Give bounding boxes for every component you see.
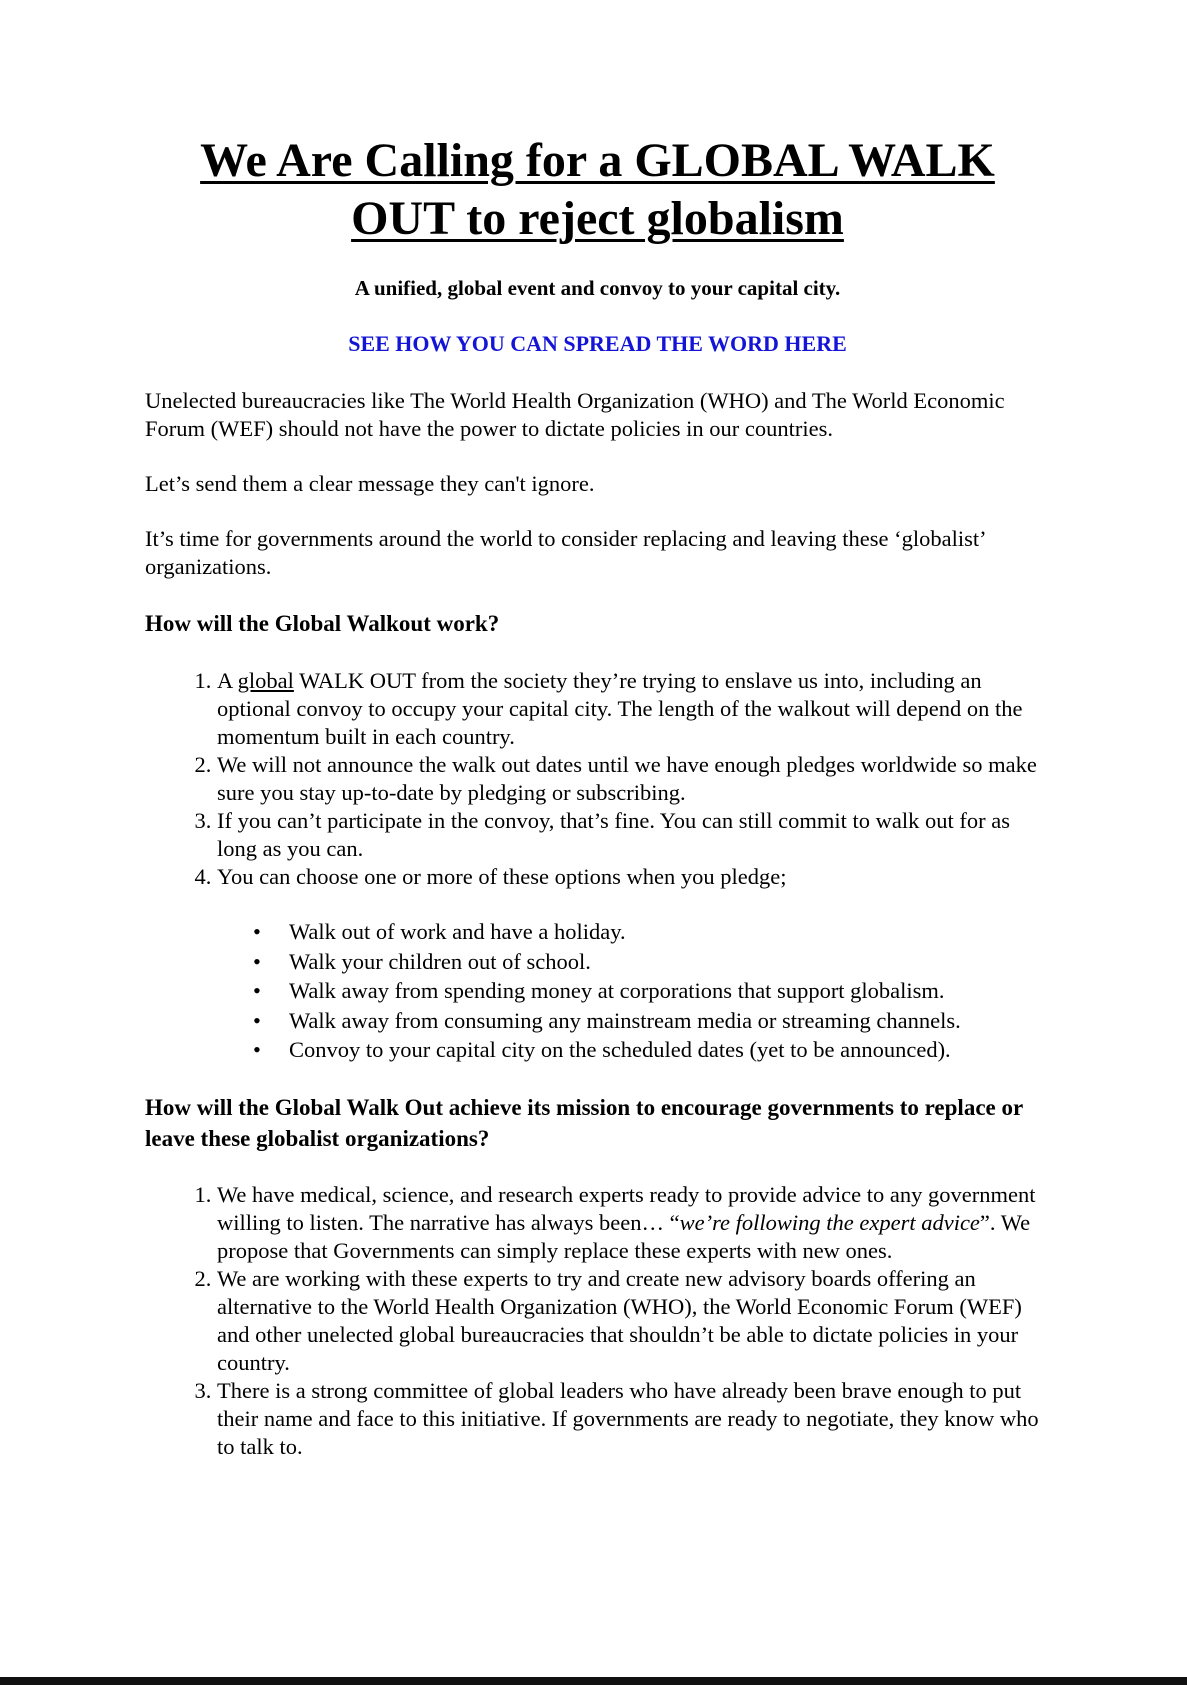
list-item: • Convoy to your capital city on the scheduled dates (yet to be announced). xyxy=(289,1035,1050,1065)
list-item: 2. We are working with these experts to try and create new advisory boards offering an alternative to the World Health Organization (WHO), the World Economic Forum (WEF) and other unelected global bureaucracies that shouldn’t be able to dictate policies in your country. xyxy=(217,1265,1050,1377)
list-item: 1. A global WALK OUT from the society they’re trying to enslave us into, including an optional convoy to occupy your capital city. The length of the walkout will depend on the momentum built in each country. xyxy=(217,667,1050,751)
list-item: 1. We have medical, science, and research experts ready to provide advice to any government willing to listen. The narrative has always been… “we’re following the expert advice”. We propose that Governments can simply replace these experts with new ones. xyxy=(217,1181,1050,1265)
list-item: • Walk out of work and have a holiday. xyxy=(289,917,1050,947)
title-line-1: We Are Calling for a GLOBAL WALK xyxy=(200,134,995,187)
page-bottom-border xyxy=(0,1677,1187,1685)
global-underlined-word: global xyxy=(237,668,294,693)
intro-paragraph-3: It’s time for governments around the world to consider replacing and leaving these ‘globalist’ organizations. xyxy=(145,526,985,579)
list-item: 3. If you can’t participate in the convoy, that’s fine. You can still commit to walk out for as long as you can. xyxy=(217,807,1050,863)
intro-paragraph-1: Unelected bureaucracies like The World Health Organization (WHO) and The World Economic Forum (WEF) should not have the power to dictate policies in our countries. xyxy=(145,388,1005,441)
list-item: 4. You can choose one or more of these options when you pledge; xyxy=(217,863,1050,891)
page-title xyxy=(145,132,1050,248)
pledge-options-list xyxy=(145,917,1050,1065)
expert-advice-quote: we’re following the expert advice xyxy=(679,1210,980,1235)
list-item: • Walk away from spending money at corporations that support globalism. xyxy=(289,976,1050,1006)
subtitle: A unified, global event and convoy to your capital city. xyxy=(354,276,841,300)
list-item: • Walk your children out of school. xyxy=(289,947,1050,977)
spread-the-word-link[interactable]: SEE HOW YOU CAN SPREAD THE WORD HERE xyxy=(348,331,847,356)
list-item: • Walk away from consuming any mainstream media or streaming channels. xyxy=(289,1006,1050,1036)
walkout-steps-list xyxy=(145,667,1050,891)
mission-steps-list xyxy=(145,1181,1050,1461)
title-line-2: OUT to reject globalism xyxy=(351,192,844,245)
section-heading-mission: How will the Global Walk Out achieve its mission to encourage governments to replace or leave these globalist organizations? xyxy=(145,1095,1023,1151)
list-item: 2. We will not announce the walk out dates until we have enough pledges worldwide so make sure you stay up-to-date by pledging or subscribing. xyxy=(217,751,1050,807)
intro-paragraph-2: Let’s send them a clear message they can't ignore. xyxy=(145,471,595,496)
list-item: 3. There is a strong committee of global leaders who have already been brave enough to put their name and face to this initiative. If governments are ready to negotiate, they know who to talk to. xyxy=(217,1377,1050,1461)
section-heading-walkout: How will the Global Walkout work? xyxy=(145,611,500,636)
